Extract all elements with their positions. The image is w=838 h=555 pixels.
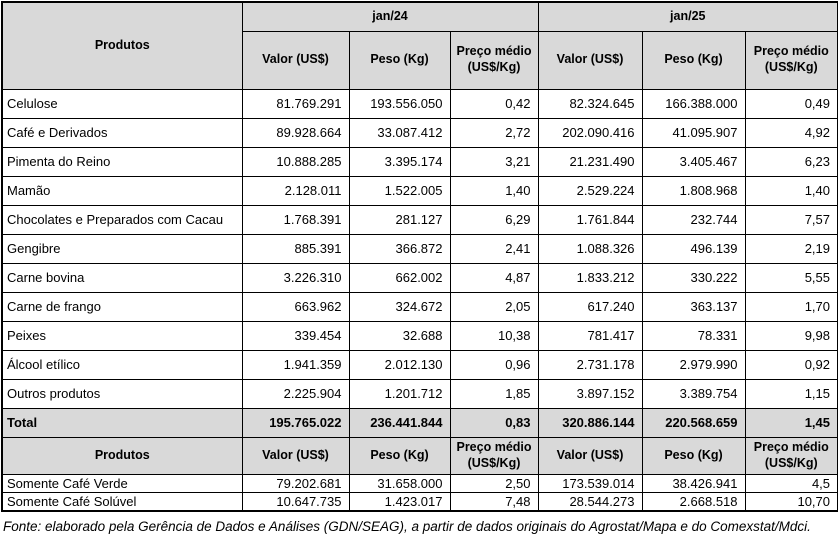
jan25-preco-cell: 9,98 [745, 321, 838, 350]
jan25-preco-cell: 4,5 [745, 474, 838, 492]
jan24-valor-cell: 1.768.391 [242, 205, 349, 234]
table-row [2, 292, 838, 321]
product-name-cell: Celulose [2, 89, 242, 118]
jan24-preco-cell: 2,41 [450, 234, 538, 263]
jan24-peso-cell: 281.127 [349, 205, 450, 234]
jan24-preco-cell: 0,96 [450, 350, 538, 379]
jan25-valor-cell: 202.090.416 [538, 118, 642, 147]
product-name-cell: Carne bovina [2, 263, 242, 292]
jan25-preco-cell: 5,55 [745, 263, 838, 292]
total-jan24-valor-cell: 195.765.022 [242, 408, 349, 437]
product-name-cell: Gengibre [2, 234, 242, 263]
jan24-preco-cell: 6,29 [450, 205, 538, 234]
jan25-valor-cell: 1.761.844 [538, 205, 642, 234]
total-jan25-preco-cell: 1,45 [745, 408, 838, 437]
jan25-peso-cell: 166.388.000 [642, 89, 745, 118]
table-row [2, 118, 838, 147]
table-row [2, 205, 838, 234]
table-row [2, 321, 838, 350]
table-row [2, 350, 838, 379]
section2-header-jan24-preco: Preço médio (US$/Kg) [450, 437, 538, 474]
jan25-preco-cell: 1,70 [745, 292, 838, 321]
header-jan24-peso: Peso (Kg) [349, 31, 450, 89]
jan25-peso-cell: 3.405.467 [642, 147, 745, 176]
table-row [2, 379, 838, 408]
jan25-peso-cell: 2.668.518 [642, 492, 745, 511]
jan25-peso-cell: 41.095.907 [642, 118, 745, 147]
table-row [2, 89, 838, 118]
jan25-preco-cell: 6,23 [745, 147, 838, 176]
jan24-valor-cell: 2.128.011 [242, 176, 349, 205]
jan25-peso-cell: 38.426.941 [642, 474, 745, 492]
coffee-row [2, 474, 838, 492]
jan25-peso-cell: 1.808.968 [642, 176, 745, 205]
jan25-peso-cell: 232.744 [642, 205, 745, 234]
jan24-valor-cell: 81.769.291 [242, 89, 349, 118]
jan24-valor-cell: 339.454 [242, 321, 349, 350]
export-products-table [1, 1, 838, 512]
header-products: Produtos [2, 2, 242, 89]
product-name-cell: Chocolates e Preparados com Cacau [2, 205, 242, 234]
jan25-valor-cell: 1.088.326 [538, 234, 642, 263]
table-row [2, 263, 838, 292]
jan25-valor-cell: 173.539.014 [538, 474, 642, 492]
jan25-preco-cell: 2,19 [745, 234, 838, 263]
jan24-valor-cell: 2.225.904 [242, 379, 349, 408]
jan25-valor-cell: 82.324.645 [538, 89, 642, 118]
jan25-peso-cell: 78.331 [642, 321, 745, 350]
jan24-valor-cell: 663.962 [242, 292, 349, 321]
product-name-cell: Carne de frango [2, 292, 242, 321]
table-row [2, 234, 838, 263]
table-row [2, 147, 838, 176]
jan24-preco-cell: 1,85 [450, 379, 538, 408]
total-jan24-preco-cell: 0,83 [450, 408, 538, 437]
jan24-preco-cell: 2,05 [450, 292, 538, 321]
jan24-peso-cell: 3.395.174 [349, 147, 450, 176]
jan24-peso-cell: 1.201.712 [349, 379, 450, 408]
product-name-cell: Peixes [2, 321, 242, 350]
jan25-peso-cell: 363.137 [642, 292, 745, 321]
total-jan25-valor-cell: 320.886.144 [538, 408, 642, 437]
header-jan25-peso: Peso (Kg) [642, 31, 745, 89]
product-name-cell: Somente Café Solúvel [2, 492, 242, 511]
header-period-jan25: jan/25 [538, 2, 838, 31]
jan24-preco-cell: 10,38 [450, 321, 538, 350]
jan24-peso-cell: 366.872 [349, 234, 450, 263]
section2-header-products: Produtos [2, 437, 242, 474]
jan25-valor-cell: 2.529.224 [538, 176, 642, 205]
jan25-valor-cell: 21.231.490 [538, 147, 642, 176]
header-period-jan24: jan/24 [242, 2, 538, 31]
product-name-cell: Álcool etílico [2, 350, 242, 379]
header-jan24-valor: Valor (US$) [242, 31, 349, 89]
jan24-peso-cell: 1.423.017 [349, 492, 450, 511]
jan24-valor-cell: 10.647.735 [242, 492, 349, 511]
jan25-valor-cell: 1.833.212 [538, 263, 642, 292]
jan25-preco-cell: 1,40 [745, 176, 838, 205]
section2-header-jan25-valor: Valor (US$) [538, 437, 642, 474]
jan24-valor-cell: 10.888.285 [242, 147, 349, 176]
coffee-row [2, 492, 838, 511]
jan25-valor-cell: 28.544.273 [538, 492, 642, 511]
jan25-preco-cell: 0,49 [745, 89, 838, 118]
header-jan24-preco-medio: Preço médio (US$/Kg) [450, 31, 538, 89]
table-row [2, 176, 838, 205]
jan25-preco-cell: 4,92 [745, 118, 838, 147]
jan24-preco-cell: 1,40 [450, 176, 538, 205]
jan24-peso-cell: 33.087.412 [349, 118, 450, 147]
product-name-cell: Outros produtos [2, 379, 242, 408]
jan24-valor-cell: 79.202.681 [242, 474, 349, 492]
product-name-cell: Pimenta do Reino [2, 147, 242, 176]
jan24-preco-cell: 3,21 [450, 147, 538, 176]
jan24-peso-cell: 31.658.000 [349, 474, 450, 492]
jan24-valor-cell: 89.928.664 [242, 118, 349, 147]
total-jan24-peso-cell: 236.441.844 [349, 408, 450, 437]
jan24-peso-cell: 1.522.005 [349, 176, 450, 205]
section2-header-jan24-peso: Peso (Kg) [349, 437, 450, 474]
coffee-section-header-row [2, 437, 838, 474]
jan24-valor-cell: 1.941.359 [242, 350, 349, 379]
product-name-cell: Somente Café Verde [2, 474, 242, 492]
section2-header-jan25-peso: Peso (Kg) [642, 437, 745, 474]
total-label-cell: Total [2, 408, 242, 437]
jan24-preco-cell: 0,42 [450, 89, 538, 118]
jan25-peso-cell: 2.979.990 [642, 350, 745, 379]
jan25-preco-cell: 1,15 [745, 379, 838, 408]
jan24-preco-cell: 2,50 [450, 474, 538, 492]
jan24-preco-cell: 7,48 [450, 492, 538, 511]
header-jan25-valor: Valor (US$) [538, 31, 642, 89]
total-row [2, 408, 838, 437]
jan25-preco-cell: 0,92 [745, 350, 838, 379]
jan25-preco-cell: 7,57 [745, 205, 838, 234]
jan25-valor-cell: 781.417 [538, 321, 642, 350]
jan25-valor-cell: 3.897.152 [538, 379, 642, 408]
section2-header-jan25-preco: Preço médio (US$/Kg) [745, 437, 838, 474]
jan24-valor-cell: 3.226.310 [242, 263, 349, 292]
jan24-peso-cell: 324.672 [349, 292, 450, 321]
jan24-valor-cell: 885.391 [242, 234, 349, 263]
jan24-preco-cell: 2,72 [450, 118, 538, 147]
jan25-peso-cell: 3.389.754 [642, 379, 745, 408]
jan24-peso-cell: 662.002 [349, 263, 450, 292]
jan25-valor-cell: 617.240 [538, 292, 642, 321]
jan24-peso-cell: 32.688 [349, 321, 450, 350]
section2-header-jan24-valor: Valor (US$) [242, 437, 349, 474]
jan24-preco-cell: 4,87 [450, 263, 538, 292]
product-name-cell: Mamão [2, 176, 242, 205]
total-jan25-peso-cell: 220.568.659 [642, 408, 745, 437]
product-name-cell: Café e Derivados [2, 118, 242, 147]
jan25-peso-cell: 330.222 [642, 263, 745, 292]
jan25-valor-cell: 2.731.178 [538, 350, 642, 379]
jan24-peso-cell: 2.012.130 [349, 350, 450, 379]
jan24-peso-cell: 193.556.050 [349, 89, 450, 118]
header-jan25-preco-medio: Preço médio (US$/Kg) [745, 31, 838, 89]
source-note: Fonte: elaborado pela Gerência de Dados e Análises (GDN/SEAG), a partir de dados originais do Agrostat/Mapa e do Comexstat/Mdci. [3, 518, 811, 534]
jan25-peso-cell: 496.139 [642, 234, 745, 263]
jan25-preco-cell: 10,70 [745, 492, 838, 511]
